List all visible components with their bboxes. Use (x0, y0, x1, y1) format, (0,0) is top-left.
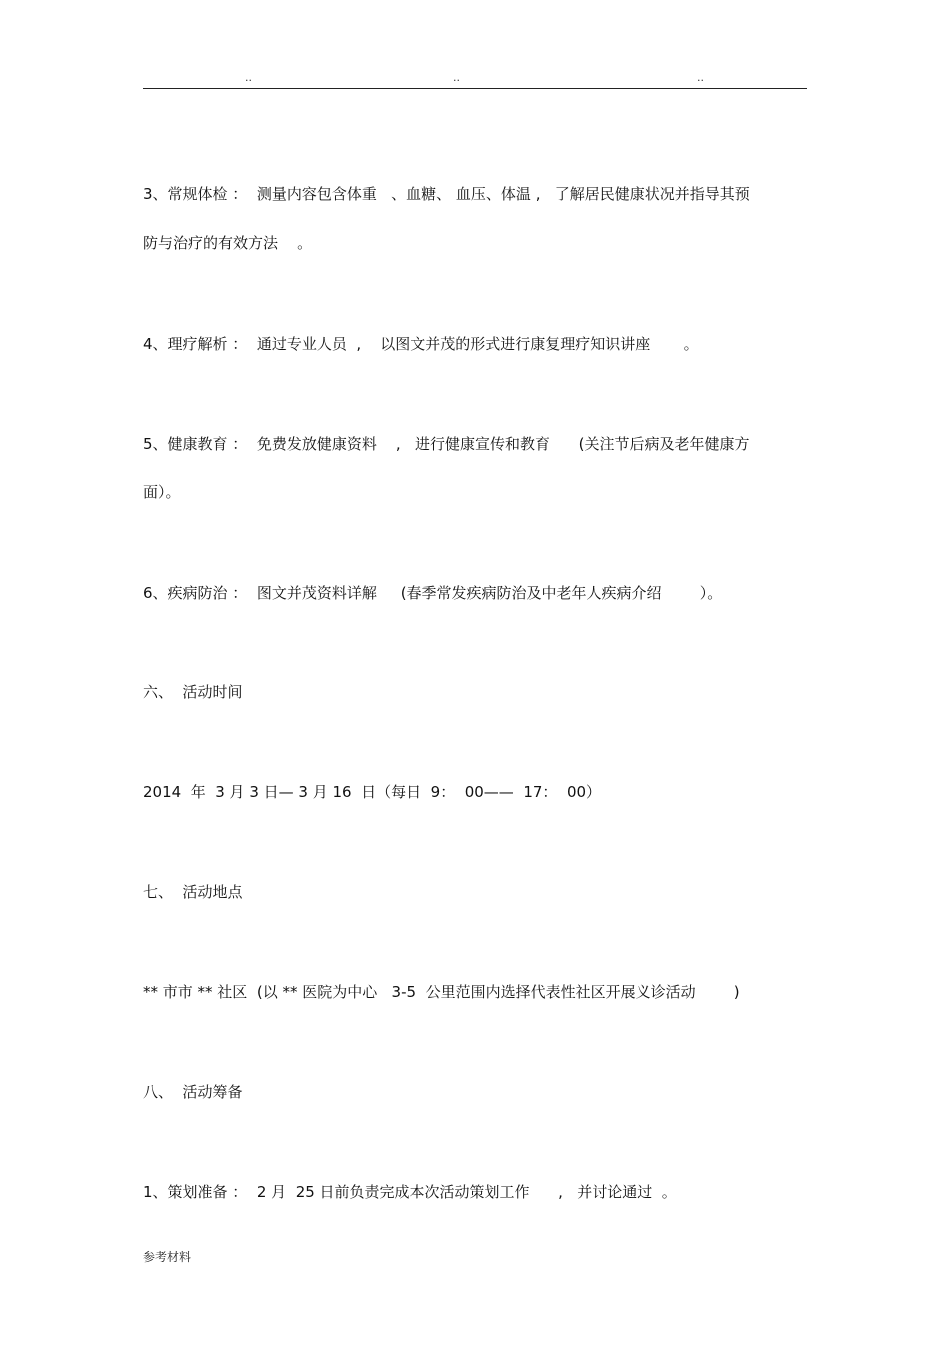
paragraph-line: ** 市市 ** 社区 (以 ** 医院为中心 3-5 公里范围内选择代表性社区开展义诊活动 ) (143, 983, 740, 1001)
paragraph-line: 6、疾病防治 ： 图文并茂资料详解 (春季常发疾病防治及中老年人疾病介绍 ）。 (143, 584, 723, 602)
page-header-rule (143, 70, 807, 89)
paragraph-line: 面）。 (143, 483, 181, 501)
paragraph-line: 2014 年 3 月 3 日— 3 月 16 日（每日 9： 00—— 17： 00） (143, 783, 602, 801)
header-mark: .. (697, 71, 704, 84)
header-mark: .. (245, 71, 252, 84)
section-heading: 七、 活动地点 (143, 883, 243, 901)
paragraph-line: 3、常规体检 ： 测量内容包含体重 、血糖、 血压、体温 , 了解居民健康状况并指导其预 (143, 185, 750, 203)
header-mark: .. (453, 71, 460, 84)
paragraph-line: 1、策划准备 ： 2 月 25 日前负责完成本次活动策划工作 , 并讨论通过 。 (143, 1183, 677, 1201)
paragraph-line: 防与治疗的有效方法 。 (143, 234, 313, 252)
page-footer: 参考材料 (143, 1250, 192, 1264)
section-heading: 八、 活动筹备 (143, 1083, 243, 1101)
paragraph-line: 5、健康教育 ： 免费发放健康资料 , 进行健康宣传和教育 (关注节后病及老年健康方 (143, 435, 750, 453)
paragraph-line: 4、理疗解析 ： 通过专业人员 , 以图文并茂的形式进行康复理疗知识讲座 。 (143, 335, 699, 353)
section-heading: 六、 活动时间 (143, 683, 243, 701)
